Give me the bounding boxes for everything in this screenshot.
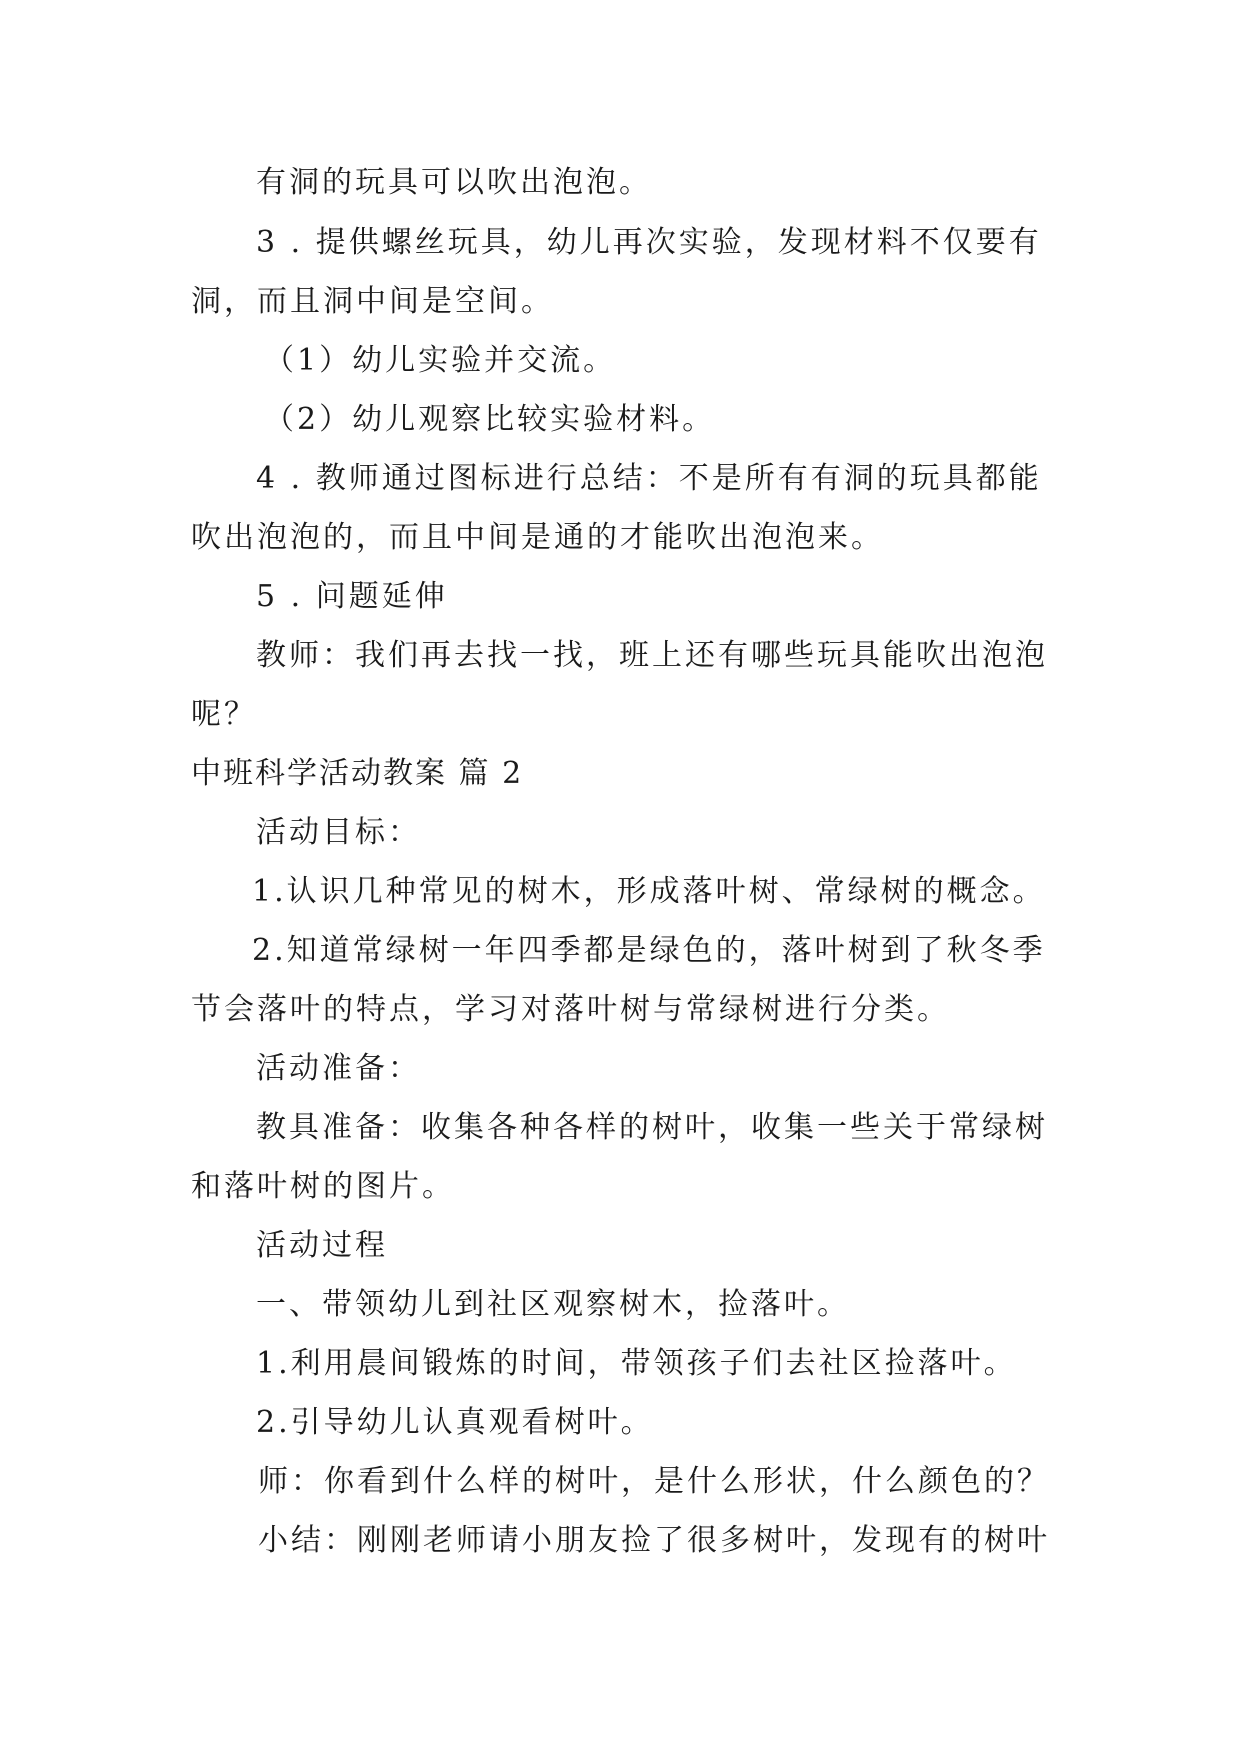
paragraph-line: （1）幼儿实验并交流。 [264, 343, 617, 378]
paragraph-line: 和落叶树的图片。 [191, 1169, 455, 1204]
section-heading: 中班科学活动教案 篇 2 [191, 756, 524, 791]
paragraph-line: 师：你看到什么样的树叶，是什么形状，什么颜色的？ [258, 1464, 1050, 1499]
paragraph-line: 活动准备： [256, 1051, 421, 1086]
paragraph-line: 活动目标： [256, 815, 421, 850]
paragraph-line: 吹出泡泡的，而且中间是通的才能吹出泡泡来。 [191, 520, 884, 555]
paragraph-line: （2）幼儿观察比较实验材料。 [264, 402, 716, 437]
paragraph-line: 活动过程 [256, 1228, 388, 1263]
paragraph-line: 小结：刚刚老师请小朋友捡了很多树叶，发现有的树叶 [258, 1523, 1050, 1558]
paragraph-line: 5 . 问题延伸 [256, 579, 448, 614]
paragraph-line: 教具准备：收集各种各样的树叶，收集一些关于常绿树 [256, 1110, 1048, 1145]
paragraph-line: 4 . 教师通过图标进行总结：不是所有有洞的玩具都能 [256, 461, 1042, 496]
paragraph-line: 教师：我们再去找一找，班上还有哪些玩具能吹出泡泡 [256, 638, 1048, 673]
paragraph-line: 一、带领幼儿到社区观察树木，捡落叶。 [256, 1287, 850, 1322]
paragraph-line: 呢？ [191, 697, 257, 732]
paragraph-line: 3 . 提供螺丝玩具，幼儿再次实验，发现材料不仅要有 [256, 225, 1042, 260]
paragraph-line: 节会落叶的特点，学习对落叶树与常绿树进行分类。 [191, 992, 950, 1027]
paragraph-line: 洞，而且洞中间是空间。 [191, 284, 554, 319]
paragraph-line: 1.利用晨间锻炼的时间，带领孩子们去社区捡落叶。 [256, 1346, 1017, 1381]
paragraph-line: 2.引导幼儿认真观看树叶。 [256, 1405, 654, 1440]
paragraph-line: 2.知道常绿树一年四季都是绿色的，落叶树到了秋冬季 [252, 933, 1046, 968]
paragraph-line: 1.认识几种常见的树木，形成落叶树、常绿树的概念。 [252, 874, 1046, 909]
paragraph-line: 有洞的玩具可以吹出泡泡。 [256, 165, 652, 200]
